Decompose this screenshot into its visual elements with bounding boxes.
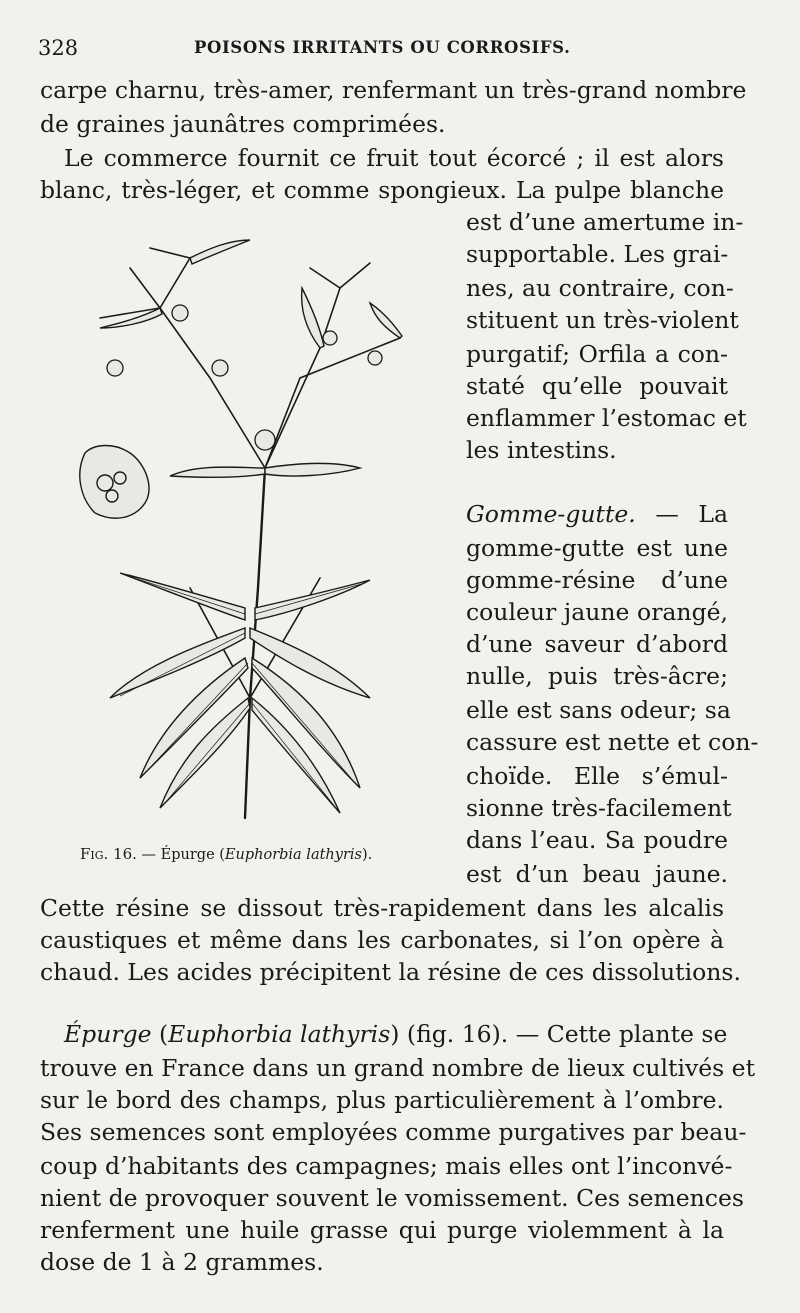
text-line: blanc, très-léger, et comme spongieux. La pulpe blanche	[40, 176, 724, 204]
text-line: stituent un très-violent	[466, 306, 739, 334]
text-line: est d’un beau jaune.	[466, 860, 728, 888]
text-line: gomme-résine d’une	[466, 566, 728, 594]
text-line: couleur jaune orangé,	[466, 598, 728, 626]
page-number: 328	[38, 36, 79, 60]
text-line: nulle, puis très-âcre;	[466, 662, 728, 690]
heading-term: Gomme-gutte.	[466, 500, 636, 528]
text-line: gomme-gutte est une	[466, 534, 728, 562]
text-line: dose de 1 à 2 grammes.	[40, 1248, 324, 1276]
section-heading-gomme-gutte	[466, 498, 728, 530]
text-line: renferment une huile grasse qui purge violemment à la	[40, 1216, 724, 1244]
text-line: dans l’eau. Sa poudre	[466, 826, 728, 854]
text-line: nient de provoquer souvent le vomissement. Ces semences	[40, 1184, 744, 1212]
plant-engraving	[40, 228, 440, 828]
text-line: choïde. Elle s’émul-	[466, 762, 728, 790]
text-line: les intestins.	[466, 436, 617, 464]
text-line: carpe charnu, très-amer, renfermant un très-grand nombre	[40, 76, 747, 104]
figure-label: Fig. 16.	[80, 845, 137, 863]
figure-caption	[80, 845, 372, 863]
heading-paren: (	[151, 1020, 169, 1048]
text-line: supportable. Les grai-	[466, 240, 729, 268]
text-line: Ses semences sont employées comme purgatives par beau-	[40, 1118, 747, 1146]
text-line: cassure est nette et con-	[466, 728, 759, 756]
text-line: trouve en France dans un grand nombre de lieux cultivés et	[40, 1054, 756, 1082]
heading-term: Épurge	[64, 1020, 152, 1048]
running-title: POISONS IRRITANTS OU CORROSIFS.	[194, 38, 571, 57]
caption-end: ).	[361, 847, 373, 863]
text-line: Cette résine se dissout très-rapidement dans les alcalis	[40, 894, 724, 922]
heading-rest: ) (fig. 16). — Cette plante se	[390, 1020, 728, 1048]
heading-dash: — La	[635, 500, 728, 528]
heading-latin: Euphorbia lathyris	[168, 1020, 391, 1048]
caption-latin: Euphorbia lathyris	[224, 847, 362, 863]
text-line: Le commerce fournit ce fruit tout écorcé ; il est alors	[64, 144, 724, 172]
text-line: est d’une amertume in-	[466, 208, 744, 236]
text-line: chaud. Les acides précipitent la résine de ces dissolutions.	[40, 958, 741, 986]
caption-text: — Épurge (	[136, 847, 225, 863]
text-line: d’une saveur d’abord	[466, 630, 728, 658]
text-line: de graines jaunâtres comprimées.	[40, 110, 446, 138]
text-line: staté qu’elle pouvait	[466, 372, 728, 400]
text-line: caustiques et même dans les carbonates, si l’on opère à	[40, 926, 724, 954]
figure-euphorbia-illustration	[40, 228, 440, 828]
text-line: elle est sans odeur; sa	[466, 696, 731, 724]
text-line: purgatif; Orfila a con-	[466, 340, 728, 368]
page-header	[38, 36, 738, 66]
text-line: enflammer l’estomac et	[466, 404, 747, 432]
seed-capsule-detail	[80, 446, 149, 519]
section-heading-epurge	[40, 1018, 728, 1050]
text-line: sionne très-facilement	[466, 794, 732, 822]
text-line: coup d’habitants des campagnes; mais elles ont l’inconvé-	[40, 1152, 733, 1180]
text-line: sur le bord des champs, plus particulièrement à l’ombre.	[40, 1086, 724, 1114]
text-line: nes, au contraire, con-	[466, 274, 734, 302]
